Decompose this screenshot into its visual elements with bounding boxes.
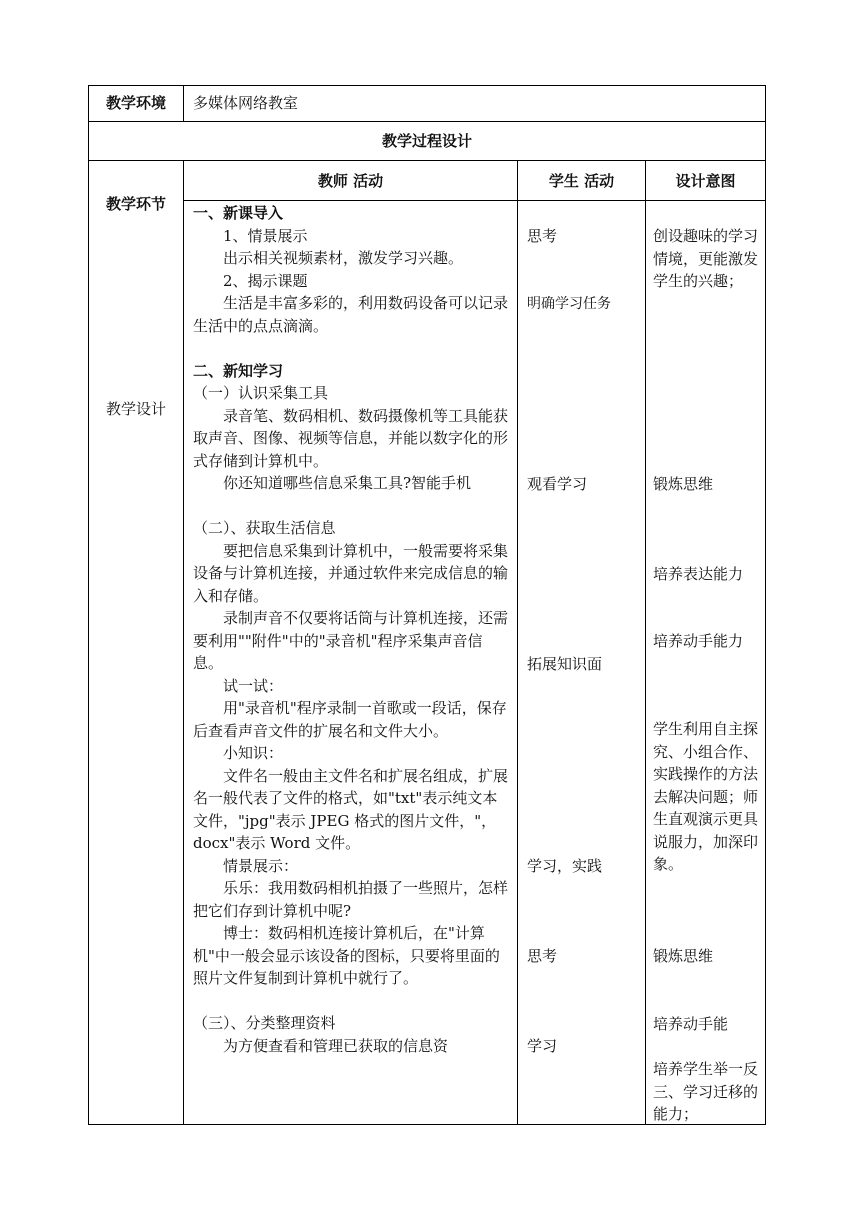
header-intent: 设计意图: [675, 172, 736, 190]
teacher-para: 小知识：: [223, 744, 284, 762]
teacher-para: 要把信息采集到计算机中，一般需要将采集设备与计算机连接，并通过软件来完成信息的输入和存储。: [193, 541, 509, 605]
table-border-col1-top: [183, 85, 184, 122]
env-label: 教学环境: [105, 94, 166, 112]
teacher-para: 文件名一般由主文件名和扩展名组成，扩展名一般代表了文件的格式，如"txt"表示纯文本文件，"jpg"表示 JPEG 格式的图片文件，"，docx"表示 Word 文件。: [193, 766, 509, 852]
table-border-row1: [88, 121, 766, 122]
design-intent: 锻炼思维: [653, 475, 714, 493]
header-student: 学生 活动: [548, 172, 615, 190]
student-activity: 拓展知识面: [527, 655, 603, 673]
student-activity: 思考: [527, 227, 558, 245]
teacher-para: 2、揭示课题: [223, 271, 308, 290]
design-intent: 培养表达能力: [653, 565, 744, 583]
design-intent: 锻炼思维: [653, 947, 714, 965]
table-border-row2: [88, 160, 766, 161]
table-border-left: [88, 85, 89, 1125]
table-border-top: [88, 85, 766, 86]
student-activity: 学习: [527, 1037, 558, 1055]
design-intent: 培养学生举一反三、学习迁移的能力；: [653, 1060, 759, 1123]
design-intent: 创设趣味的学习情境，更能激发学生的兴趣；: [653, 227, 759, 290]
teacher-para: 情景展示：: [223, 856, 299, 875]
section-title: 教学过程设计: [381, 132, 472, 150]
header-teacher: 教师 活动: [317, 172, 384, 190]
stage-label: 教学设计: [105, 400, 166, 418]
teacher-subheading: （三）、分类整理资料: [193, 1014, 336, 1032]
student-activity: 思考: [527, 947, 558, 965]
table-border-right: [765, 85, 766, 1125]
teacher-para: 录制声音不仅要将话筒与计算机连接，还需要利用""附件"中的"录音机"程序采集声音信息。: [193, 609, 509, 672]
table-border-header: [184, 200, 766, 201]
teacher-para: 你还知道哪些信息采集工具?智能手机: [223, 474, 472, 492]
teacher-para: 生活是丰富多彩的，利用数码设备可以记录生活中的点点滴滴。: [193, 294, 509, 335]
env-value: 多媒体网络教室: [193, 94, 299, 112]
teacher-subheading: （二）、获取生活信息: [193, 519, 336, 537]
teacher-activity-column: [193, 202, 511, 1057]
teacher-para: 乐乐：我用数码相机拍摄了一些照片，怎样把它们存到计算机中呢?: [193, 879, 509, 920]
teacher-para: 录音笔、数码相机、数码摄像机等工具能获取声音、图像、视频等信息，并能以数字化的形式存储到计算机中。: [193, 406, 509, 470]
table-border-col1: [183, 160, 184, 1125]
teacher-para: 1、情景展示: [223, 226, 308, 245]
teacher-heading-1: 一、新课导入: [193, 204, 284, 222]
teacher-para: 博士：数码相机连接计算机后，在"计算机"中一般会显示该设备的图标，只要将里面的照片文件复制到计算机中就行了。: [193, 924, 500, 987]
teacher-para: 为方便查看和管理已获取的信息资: [223, 1036, 449, 1055]
design-intent: 培养动手能: [653, 1015, 729, 1033]
table-border-col2: [517, 160, 518, 1125]
student-activity: 学习，实践: [527, 857, 603, 875]
teacher-para: 用"录音机"程序录制一首歌或一段话，保存后查看声音文件的扩展名和文件大小。: [193, 699, 507, 740]
design-intent: 学生利用自主探究、小组合作、实践操作的方法去解决问题；师生直观演示更具说服力，加深印象。: [653, 720, 759, 873]
teacher-para: 试一试：: [223, 676, 284, 695]
teacher-heading-2: 二、新知学习: [193, 361, 284, 380]
student-activity: 观看学习: [527, 475, 588, 493]
table-border-col3: [645, 160, 646, 1125]
teacher-para: 出示相关视频素材，激发学习兴趣。: [223, 249, 464, 267]
student-activity: 明确学习任务: [527, 296, 611, 312]
header-stage: 教学环节: [105, 195, 166, 213]
teacher-subheading: （一）认识采集工具: [193, 384, 329, 402]
design-intent: 培养动手能力: [653, 632, 744, 650]
